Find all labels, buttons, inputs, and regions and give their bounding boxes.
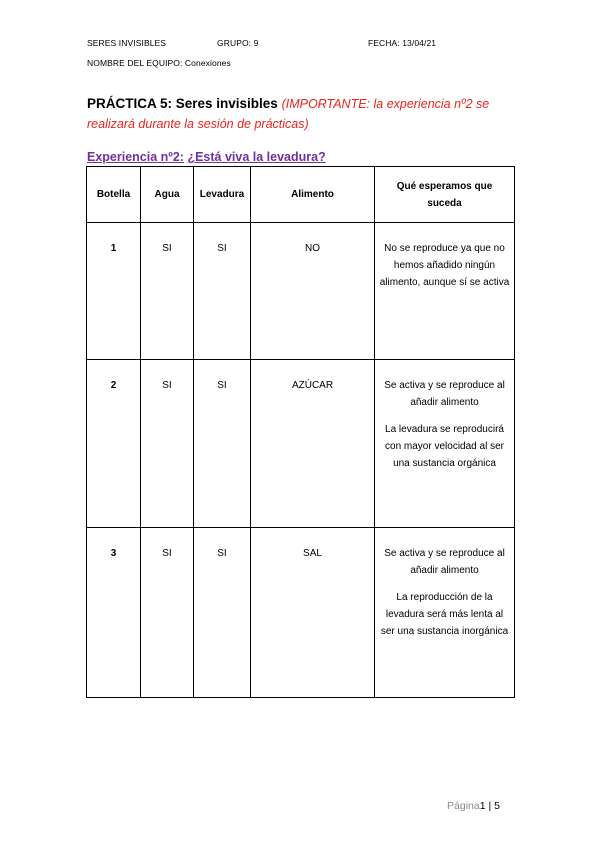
cell-yeast: SI	[217, 548, 227, 559]
cell-food: NO	[305, 243, 320, 254]
col-header-expected	[375, 167, 515, 223]
table-row	[87, 223, 515, 360]
table-header-row	[87, 167, 515, 223]
cell-bottle: 2	[110, 380, 117, 391]
header-team: NOMBRE DEL EQUIPO: Conexiones	[87, 58, 231, 68]
cell-yeast: SI	[217, 380, 227, 391]
cell-expected: Se activa y se reproduce al añadir alimento	[384, 380, 505, 408]
page-total: 5	[494, 800, 500, 812]
cell-yeast: SI	[217, 243, 227, 254]
experiment-heading	[87, 150, 326, 164]
header-group: GRUPO: 9	[217, 38, 259, 48]
cell-expected: La reproducción de la levadura será más lenta al ser una sustancia inorgánica	[380, 592, 509, 637]
experiment-question: ¿Está viva la levadura?	[187, 150, 326, 164]
page-footer	[447, 800, 500, 812]
cell-water: SI	[162, 380, 172, 391]
title-note: (IMPORTANTE: la experiencia nº2 se realizará durante la sesión de prácticas)	[87, 97, 490, 131]
page-number: 1	[479, 800, 486, 812]
page-label: Página	[447, 800, 480, 812]
cell-water: SI	[162, 243, 172, 254]
col-header-bottle: Botella	[87, 167, 141, 223]
table-row	[87, 360, 515, 528]
col-header-expected-text: Qué esperamos que suceda	[396, 180, 493, 209]
experiment-table	[86, 166, 515, 698]
cell-water: SI	[162, 548, 172, 559]
col-header-yeast: Levadura	[194, 167, 251, 223]
cell-expected: La levadura se reproducirá con mayor velocidad al ser una sustancia orgánica	[385, 424, 504, 469]
cell-food: AZÚCAR	[291, 380, 334, 391]
page-title	[87, 94, 527, 134]
table-row	[87, 528, 515, 698]
title-main: PRÁCTICA 5: Seres invisibles	[87, 96, 278, 111]
header-date: FECHA: 13/04/21	[368, 38, 437, 48]
experiment-label: Experiencia nº2:	[87, 150, 184, 164]
page-separator: |	[485, 800, 495, 812]
cell-bottle: 1	[110, 243, 117, 254]
col-header-food: Alimento	[251, 167, 375, 223]
cell-food: SAL	[303, 548, 322, 559]
cell-expected: No se reproduce ya que no hemos añadido ningún alimento, aunque sí se activa	[379, 243, 510, 288]
col-header-water: Agua	[141, 167, 194, 223]
cell-expected: Se activa y se reproduce al añadir alimento	[384, 548, 505, 576]
cell-bottle: 3	[110, 548, 117, 559]
header-subject: SERES INVISIBLES	[87, 38, 167, 48]
